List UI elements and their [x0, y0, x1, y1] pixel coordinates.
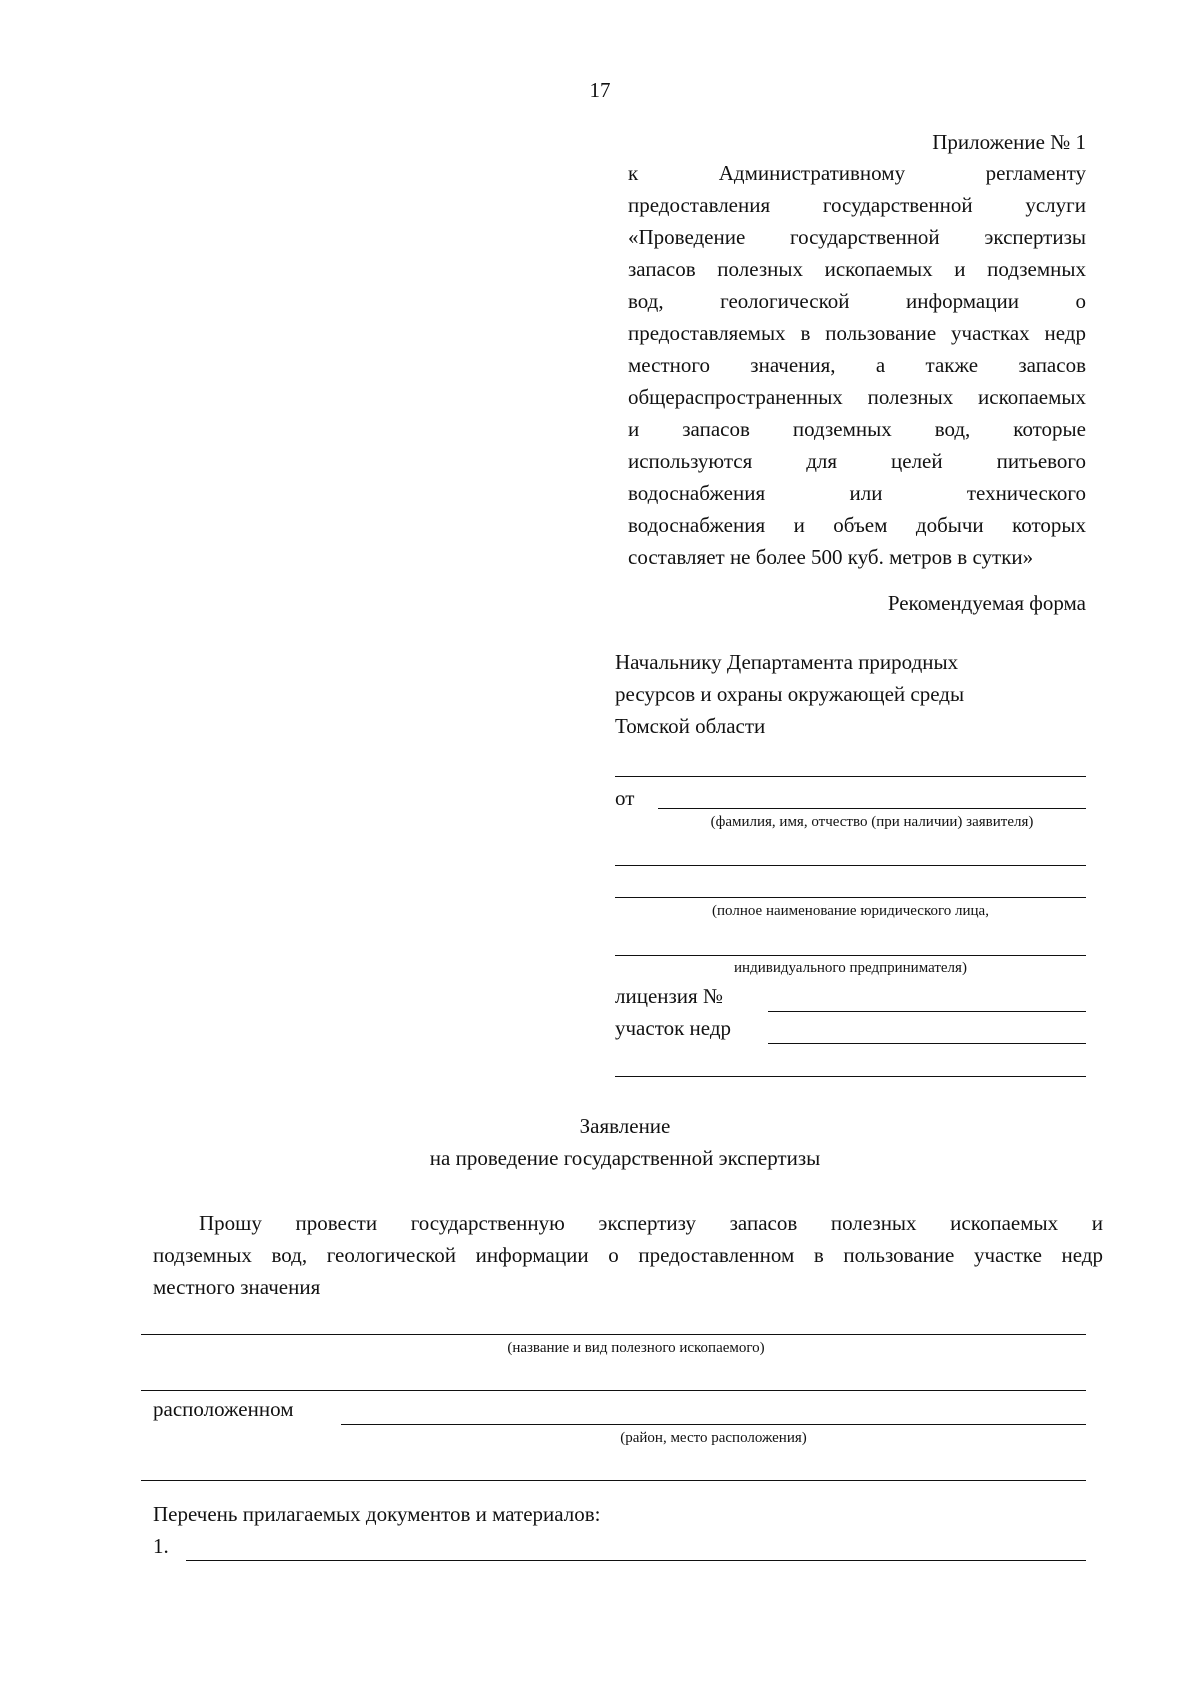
entrepreneur-field[interactable]	[615, 955, 1086, 956]
addressee-line: Томской области	[615, 714, 766, 738]
annex-line: к Административному регламенту	[628, 161, 1086, 185]
license-number-field[interactable]	[768, 1011, 1086, 1012]
statement-body-line: подземных вод, геологической информации о предоставленном в пользование участке недр	[153, 1243, 1103, 1267]
statement-title: Заявление	[579, 1114, 671, 1138]
annex-title: Приложение № 1	[932, 130, 1086, 154]
annex-line: и запасов подземных вод, которые	[628, 417, 1086, 441]
annex-line: водоснабжения или технического	[628, 481, 1086, 505]
annex-line: составляет не более 500 куб. метров в сутки»	[628, 545, 1034, 569]
applicant-blank-line[interactable]	[615, 865, 1086, 866]
entrepreneur-hint: индивидуального предпринимателя)	[734, 960, 967, 976]
attachment-item-number: 1.	[153, 1534, 169, 1558]
addressee-line: ресурсов и охраны окружающей среды	[615, 682, 965, 706]
location-hint: (район, место расположения)	[620, 1430, 807, 1446]
annex-line: вод, геологической информации о	[628, 289, 1086, 313]
statement-body-line: Прошу провести государственную экспертизу запасов полезных ископаемых и	[199, 1211, 1103, 1235]
statement-body-line: местного значения	[153, 1275, 321, 1299]
annex-line: водоснабжения и объем добычи которых	[628, 513, 1086, 537]
from-label: от	[615, 786, 635, 810]
attachments-title: Перечень прилагаемых документов и материалов:	[153, 1502, 601, 1526]
annex-line: общераспространенных полезных ископаемых	[628, 385, 1086, 409]
mineral-name-field[interactable]	[141, 1334, 1086, 1335]
applicant-name-hint: (фамилия, имя, отчество (при наличии) заявителя)	[710, 814, 1034, 830]
statement-body	[153, 1207, 1103, 1303]
mineral-name-hint: (название и вид полезного ископаемого)	[507, 1340, 765, 1356]
legal-entity-field[interactable]	[615, 897, 1086, 898]
page-number: 17	[589, 78, 611, 102]
annex-line: предоставления государственной услуги	[628, 193, 1086, 217]
location-blank-line[interactable]	[141, 1480, 1086, 1481]
legal-entity-hint: (полное наименование юридического лица,	[712, 903, 989, 919]
addressee-closing-line[interactable]	[615, 1076, 1086, 1077]
attachment-item-field[interactable]	[186, 1560, 1086, 1561]
annex-reference	[628, 157, 1086, 573]
annex-line: предоставляемых в пользование участках недр	[628, 321, 1086, 345]
location-field[interactable]	[341, 1424, 1086, 1425]
annex-line: «Проведение государственной экспертизы	[628, 225, 1086, 249]
recommended-form-label: Рекомендуемая форма	[887, 591, 1086, 615]
annex-line: запасов полезных ископаемых и подземных	[628, 257, 1086, 281]
annex-line: используются для целей питьевого	[628, 449, 1086, 473]
located-label: расположенном	[153, 1397, 294, 1421]
addressee-blank-line[interactable]	[615, 776, 1086, 777]
statement-subtitle: на проведение государственной экспертизы	[429, 1146, 821, 1170]
subsoil-plot-field[interactable]	[768, 1043, 1086, 1044]
applicant-name-field[interactable]	[658, 808, 1086, 809]
annex-line: местного значения, а также запасов	[628, 353, 1086, 377]
addressee-line: Начальнику Департамента природных	[615, 650, 959, 674]
mineral-blank-line[interactable]	[141, 1390, 1086, 1391]
license-label: лицензия №	[615, 984, 723, 1008]
subsoil-plot-label: участок недр	[615, 1016, 732, 1040]
